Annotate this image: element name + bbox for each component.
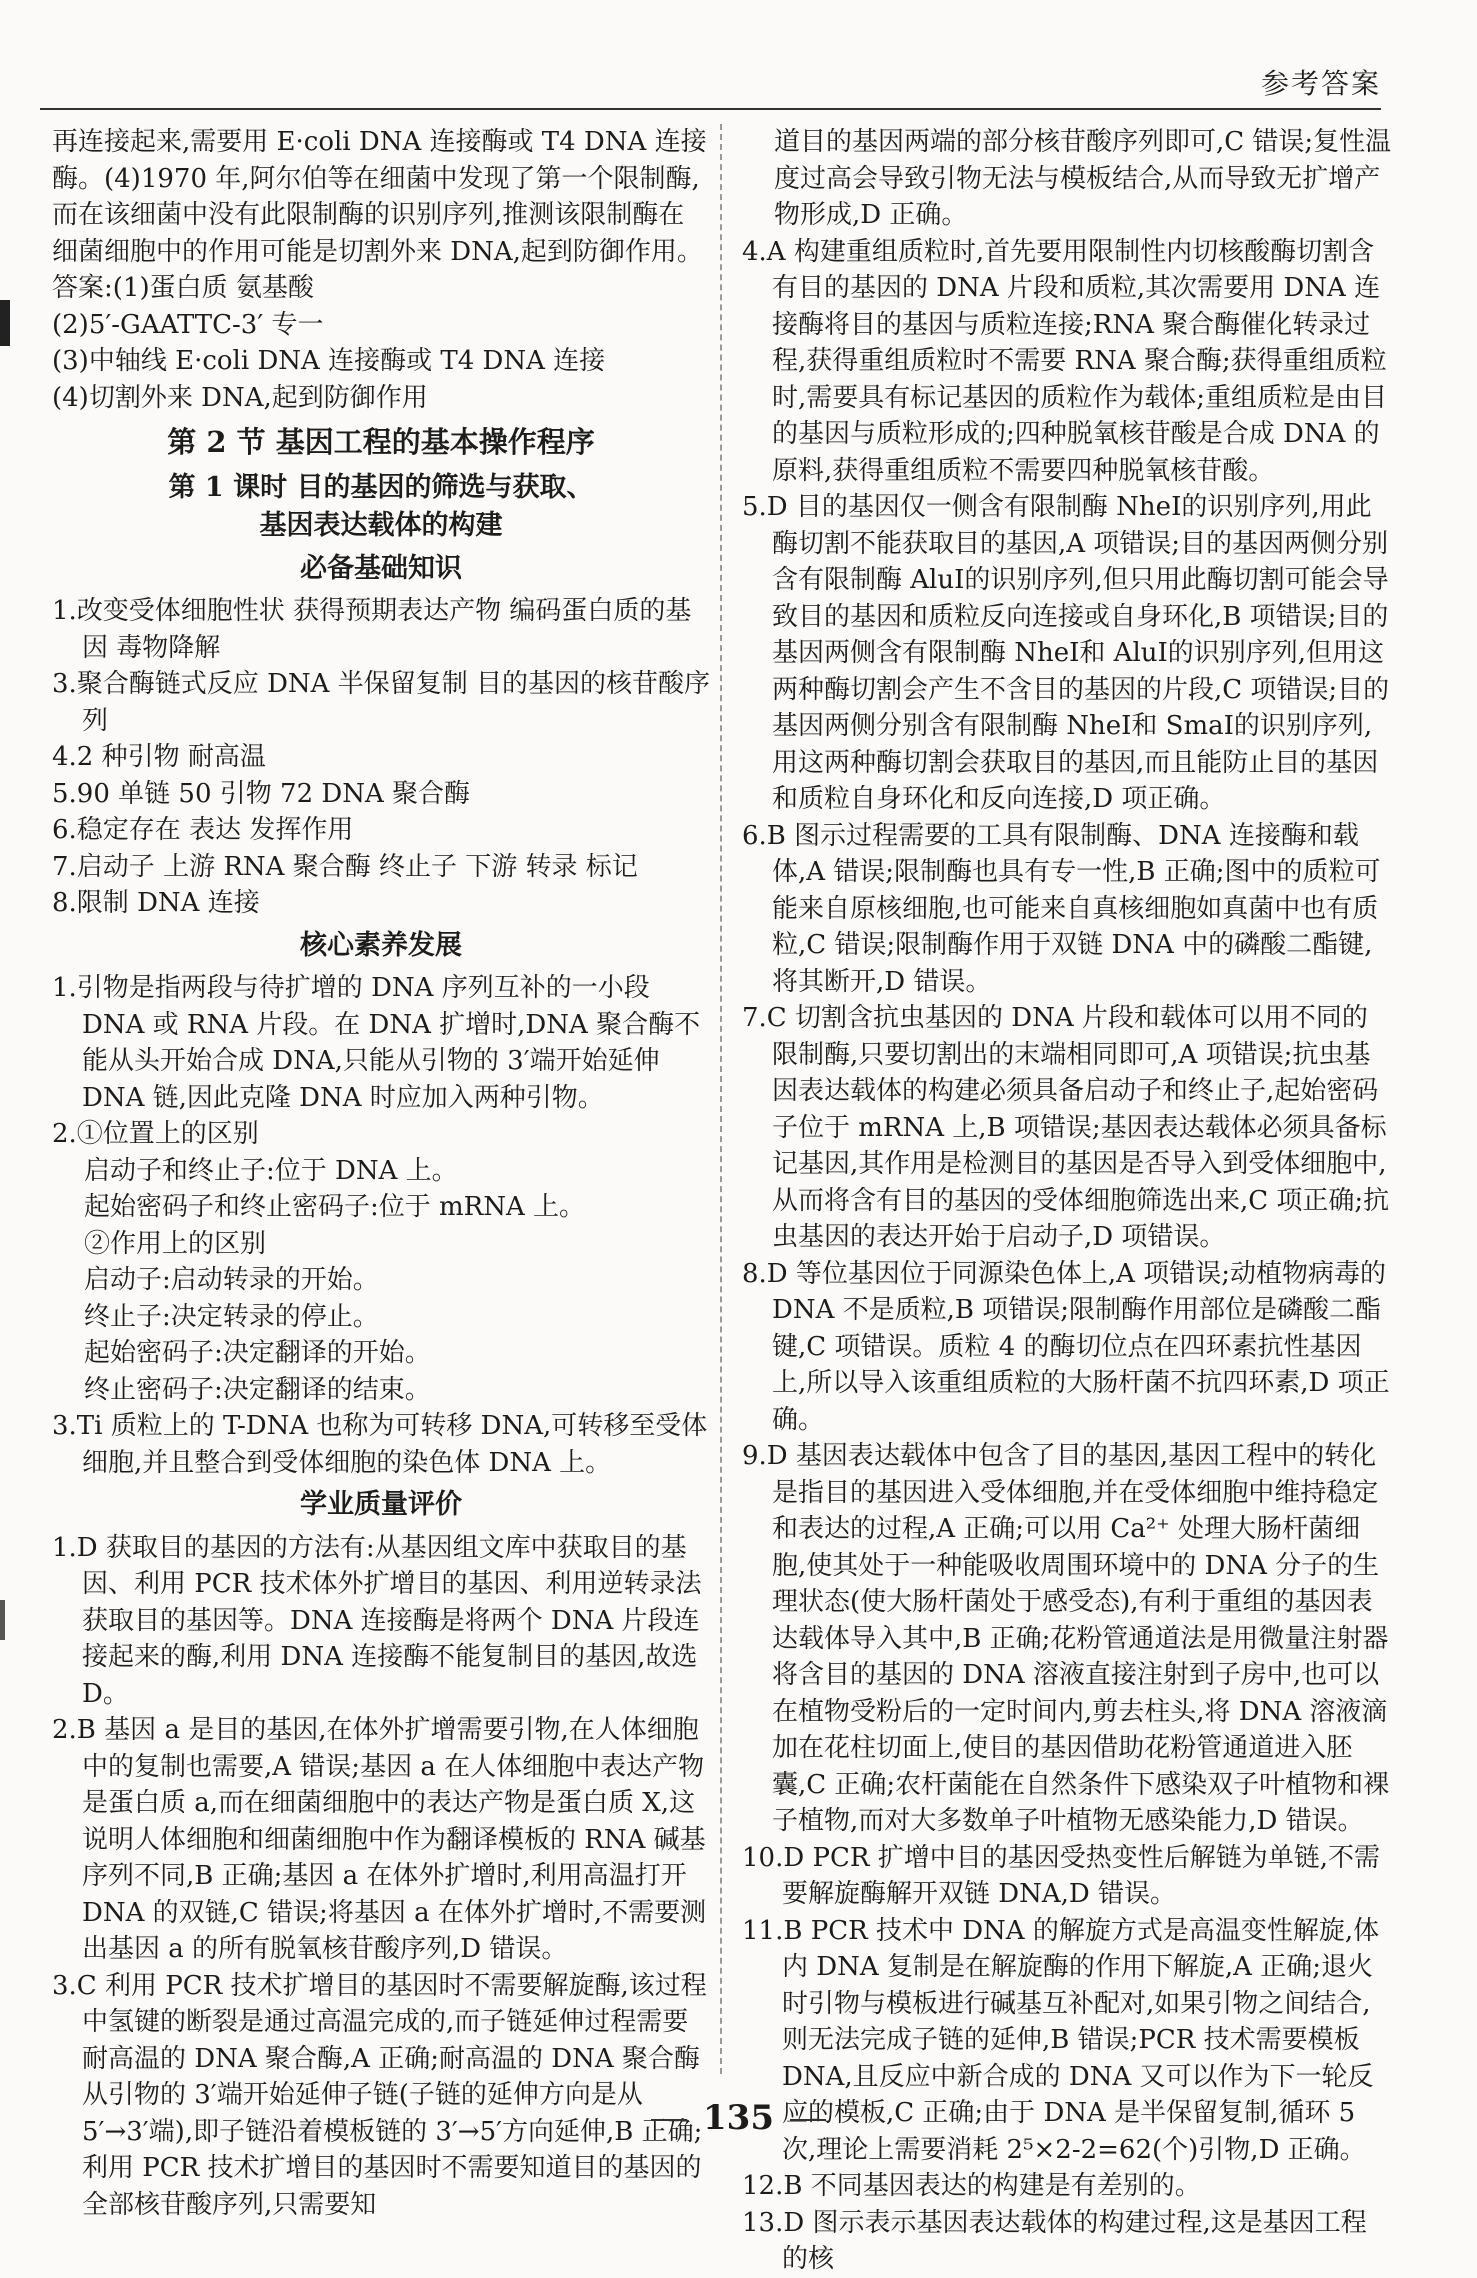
answer-paragraph: ②作用上的区别 [84,1228,267,1259]
header-rule [40,108,1381,110]
subsection-heading: 核心素养发展 [300,929,462,961]
answer-paragraph: 再连接起来,需要用 E·coli DNA 连接酶或 T4 DNA 连接酶。(4)1970 年,阿尔伯等在细菌中发现了第一个限制酶,而在该细菌中没有此限制酶的识别序列,推测该限制酶在细菌细胞中的作用可能是切割外来 DNA,起到防御作用。 [52,127,707,267]
answer-paragraph: (2)5′-GAATTC-3′ 专一 [52,309,324,340]
header-label: 参考答案 [1260,67,1381,100]
answer-paragraph: 6.稳定存在 表达 发挥作用 [52,815,354,845]
footer-dash [651,2119,687,2121]
footer-dash [790,2119,826,2121]
answer-paragraph: 9.D 基因表达载体中包含了目的基因,基因工程中的转化是指目的基因进入受体细胞,并在受体细胞中维持稳定和表达的过程,A 正确;可以用 Ca²⁺ 处理大肠杆菌细胞,使其处于一种能吸收周围环境中的 DNA 分子的生理状态(使大肠杆菌处于感受态),有利于重组的基因表达载体导入其中,B 正确;花粉管通道法是用微量注射器将含目的基因的 DNA 溶液直接注射到子房中,也可以在植物受粉后的一定时间内,剪去柱头,将 DNA 溶液滴加在花柱切面上,使目的基因借助花粉管通道进入胚囊,C 正确;农杆菌能在自然条件下感染双子叶植物和裸子植物,而对大多数单子叶植物无感染能力,D 错误。 [742,1441,1390,1836]
answer-paragraph: (3)中轴线 E·coli DNA 连接酶或 T4 DNA 连接 [52,346,606,376]
page-number: 135 [703,2098,774,2138]
answer-paragraph: 5.D 目的基因仅一侧含有限制酶 NheⅠ的识别序列,用此酶切割不能获取目的基因,A 项错误;目的基因两侧分别含有限制酶 AluⅠ的识别序列,但只用此酶切割可能会导致目的基因和质粒反向连接或自身环化,B 项错误;目的基因两侧含有限制酶 NheⅠ和 AluⅠ的识别序列,但用这两种酶切割会产生不含目的基因的片段,C 项错误;目的基因两侧分别含有限制酶 NheⅠ和 SmaⅠ的识别序列,用这两种酶切割会获取目的基因,而且能防止目的基因和质粒自身环化和反向连接,D 项正确。 [742,492,1390,814]
answer-paragraph: 6.B 图示过程需要的工具有限制酶、DNA 连接酶和载体,A 错误;限制酶也具有专一性,B 正确;图中的质粒可能来自原核细胞,也可能来自真核细胞如真菌中也有质粒,C 错误;限制酶作用于双链 DNA 中的磷酸二酯键,将其断开,D 错误。 [742,820,1381,997]
answer-paragraph: 3.C 利用 PCR 技术扩增目的基因时不需要解旋酶,该过程中氢键的断裂是通过高温完成的,而子链延伸过程需要耐高温的 DNA 聚合酶,A 正确;耐高温的 DNA 聚合酶从引物的 3′端开始延伸子链(子链的延伸方向是从 5′→3′端),即子链沿着模板链的 3′→5′方向延伸,B 正确;利用 PCR 技术扩增目的基因时不需要知道目的基因的全部核苷酸序列,只需要知 [52,1970,707,2220]
answer-paragraph: 11.B PCR 技术中 DNA 的解旋方式是高温变性解旋,体内 DNA 复制是在解旋酶的作用下解旋,A 正确;退火时引物与模板进行碱基互补配对,如果引物之间结合,则无法完成子链的延伸,B 错误;PCR 技术需要模板 DNA,且反应中新合成的 DNA 又可以作为下一轮反应的模板,C 正确;由于 DNA 是半保留复制,循环 5 次,理论上需要消耗 2⁵×2-2=62(个)引物,D 正确。 [742,1915,1380,2165]
page-edge-mark [0,1600,5,1640]
answer-paragraph: 13.D 图示表示基因表达载体的构建过程,这是基因工程的核 [742,2207,1367,2274]
answer-paragraph: 道目的基因两端的部分核苷酸序列即可,C 错误;复性温度过高会导致引物无法与模板结合,从而导致无扩增产物形成,D 正确。 [774,127,1392,230]
answer-paragraph: 起始密码子:决定翻译的开始。 [84,1338,431,1368]
answer-paragraph: 8.D 等位基因位于同源染色体上,A 项错误;动植物病毒的 DNA 不是质粒,B 项错误;限制酶作用部位是磷酸二酯键,C 项错误。质粒 4 的酶切位点在四环素抗性基因上,所以导入该重组质粒的大肠杆菌不抗四环素,D 项正确。 [742,1258,1390,1435]
answer-paragraph: 2.B 基因 a 是目的基因,在体外扩增需要引物,在人体细胞中的复制也需要,A 错误;基因 a 在人体细胞中表达产物是蛋白质 a,而在细菌细胞中的表达产物是蛋白质 X,这说明人体细胞和细菌细胞中作为翻译模板的 RNA 碱基序列不同,B 正确;基因 a 在体外扩增时,利用高温打开 DNA 的双链,C 错误;将基因 a 在体外扩增时,不需要测出基因 a 的所有脱氧核苷酸序列,D 错误。 [52,1715,707,1964]
answer-paragraph: 12.B 不同基因表达的构建是有差别的。 [742,2171,1201,2201]
lesson-title: 基因表达载体的构建 [259,509,503,541]
answer-paragraph: 8.限制 DNA 连接 [52,888,260,918]
answer-paragraph: 7.C 切割含抗虫基因的 DNA 片段和载体可以用不同的限制酶,只要切割出的末端相同即可,A 项错误;抗虫基因表达载体的构建必须具备启动子和终止子,起始密码子位于 mRNA 上,B 项错误;基因表达载体必须具备标记基因,其作用是检测目的基因是否导入到受体细胞中,从而将含有目的基因的受体细胞筛选出来,C 项正确;抗虫基因的表达开始于启动子,D 项错误。 [742,1003,1390,1252]
answer-paragraph: 7.启动子 上游 RNA 聚合酶 终止子 下游 转录 标记 [52,851,638,882]
right-column [742,124,1392,2278]
answer-paragraph: 终止子:决定转录的停止。 [84,1301,379,1332]
answer-paragraph: 1.改变受体细胞性状 获得预期表达产物 编码蛋白质的基因 毒物降解 [52,596,692,663]
answer-paragraph: 终止密码子:决定翻译的结束。 [84,1374,431,1405]
subsection-heading: 必备基础知识 [300,552,462,584]
answer-paragraph: 4.A 构建重组质粒时,首先要用限制性内切核酸酶切割含有目的基因的 DNA 片段和质粒,其次需要用 DNA 连接酶将目的基因与质粒连接;RNA 聚合酶催化转录过程,获得重组质粒时不需要 RNA 聚合酶;获得重组质粒时,需要具有标记基因的质粒作为载体;重组质粒是由目的基因与质粒形成的;四种脱氧核苷酸是合成 DNA 的原料,获得重组质粒不需要四种脱氧核苷酸。 [742,236,1388,486]
answer-paragraph: (4)切割外来 DNA,起到防御作用 [52,382,428,413]
page-number-footer [0,2098,1477,2138]
answer-paragraph: 10.D PCR 扩增中目的基因受热变性后解链为单链,不需要解旋酶解开双链 DNA,D 错误。 [742,1842,1380,1909]
lesson-title: 第 1 课时 目的基因的筛选与获取、 [168,471,594,503]
section-title: 第 2 节 基因工程的基本操作程序 [167,425,595,459]
answer-paragraph: 4.2 种引物 耐高温 [52,742,266,772]
answer-paragraph: 3.聚合酶链式反应 DNA 半保留复制 目的基因的核苷酸序列 [52,669,710,736]
answer-paragraph: 3.Ti 质粒上的 T-DNA 也称为可转移 DNA,可转移至受体细胞,并且整合到受体细胞的染色体 DNA 上。 [52,1411,708,1478]
column-divider [720,124,722,2074]
answer-paragraph: 1.引物是指两段与待扩增的 DNA 序列互补的一小段 DNA 或 RNA 片段。在 DNA 扩增时,DNA 聚合酶不能从头开始合成 DNA,只能从引物的 3′端开始延伸 DNA 链,因此克隆 DNA 时应加入两种引物。 [52,973,701,1113]
answer-paragraph: 2.①位置上的区别 [52,1119,259,1149]
subsection-heading: 学业质量评价 [300,1489,462,1520]
answer-paragraph: 5.90 单链 50 引物 72 DNA 聚合酶 [52,778,471,809]
answer-paragraph: 起始密码子和终止密码子:位于 mRNA 上。 [84,1192,586,1222]
answer-paragraph: 启动子:启动转录的开始。 [84,1265,379,1295]
answer-paragraph: 1.D 获取目的基因的方法有:从基因组文库中获取目的基因、利用 PCR 技术体外扩增目的基因、利用逆转录法获取目的基因等。DNA 连接酶是将两个 DNA 片段连接起来的酶,利用 DNA 连接酶不能复制目的基因,故选 D。 [52,1532,702,1709]
answer-paragraph: 启动子和终止子:位于 DNA 上。 [84,1155,458,1186]
left-column [52,124,710,2223]
page-edge-mark [0,300,10,346]
answer-paragraph: 答案:(1)蛋白质 氨基酸 [52,273,314,303]
